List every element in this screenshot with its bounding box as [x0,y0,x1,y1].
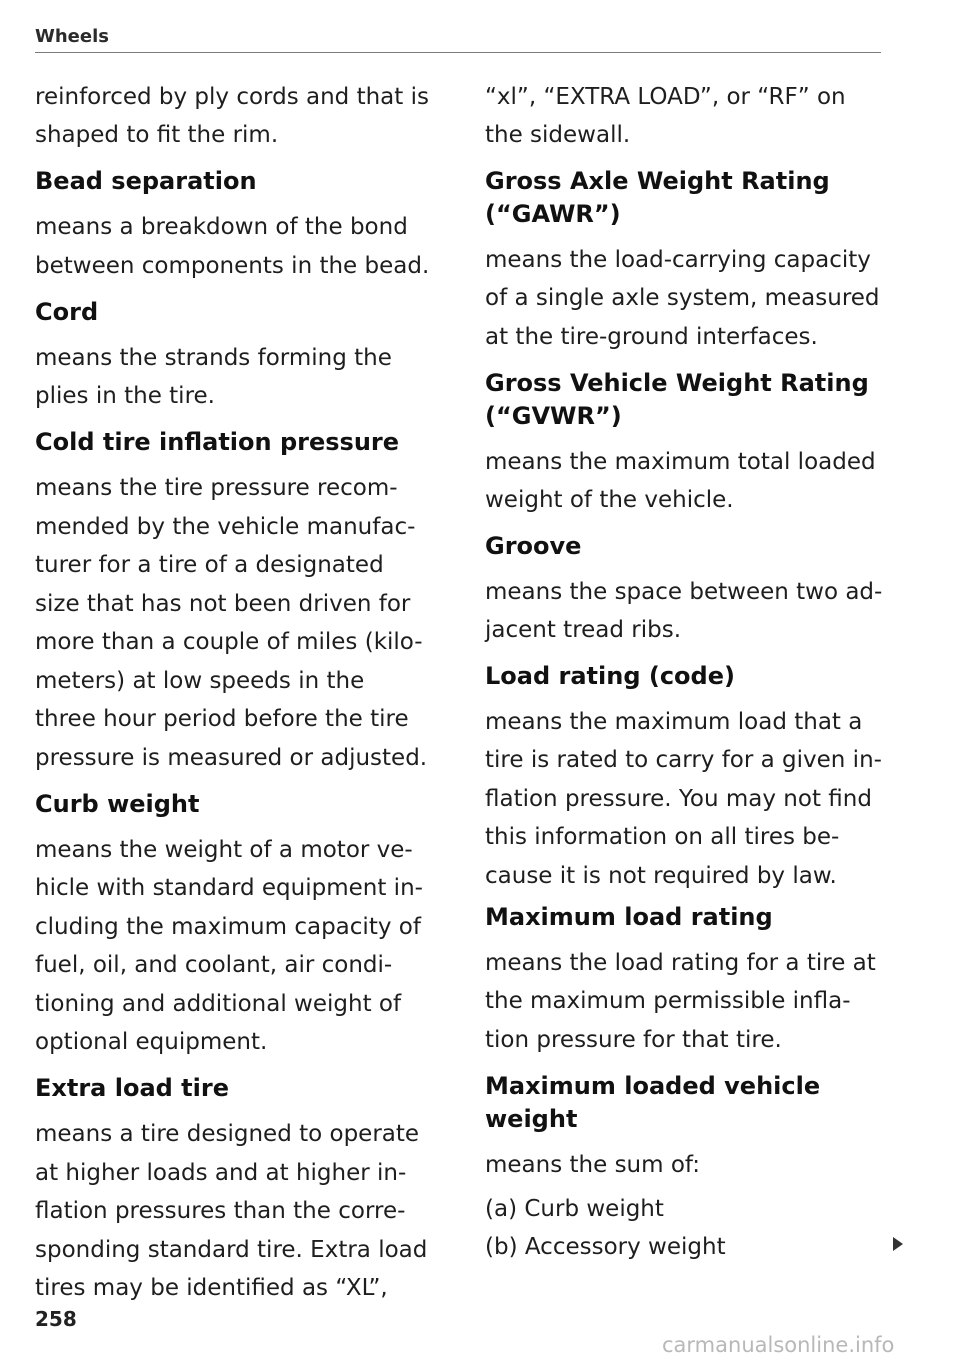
term-heading: Cold tire inflation pressure [35,428,400,456]
body-text-line: means the strands forming the [35,345,392,371]
body-text-line: turer for a tire of a designated [35,552,384,578]
body-text-line: tion pressure for that tire. [485,1027,782,1053]
term-heading: Load rating (code) [485,662,735,690]
body-text-line: three hour period before the tire [35,706,409,732]
body-text-line: means the maximum total loaded [485,449,876,475]
term-heading: (“GVWR”) [485,402,622,430]
body-text-line: weight of the vehicle. [485,487,734,513]
body-text-line: tire is rated to carry for a given in- [485,747,882,773]
body-text-line: meters) at low speeds in the [35,668,365,694]
body-text-line: means the maximum load that a [485,709,863,735]
header-rule [35,52,881,53]
term-heading: Curb weight [35,790,200,818]
body-text-line: pressure is measured or adjusted. [35,745,428,771]
body-text-line: jacent tread ribs. [485,617,682,643]
term-heading: Gross Vehicle Weight Rating [485,369,869,397]
body-text-line: between components in the bead. [35,253,430,279]
term-heading: Gross Axle Weight Rating [485,167,830,195]
body-text-line: (b) Accessory weight [485,1234,726,1260]
body-text-line: cluding the maximum capacity of [35,914,421,940]
body-text-line: means the space between two ad- [485,579,883,605]
body-text-line: plies in the tire. [35,383,215,409]
page-number: 258 [35,1307,77,1331]
body-text-line: reinforced by ply cords and that is [35,84,429,110]
body-text-line: means the load-carrying capacity [485,247,871,273]
body-text-line: at the tire-ground interfaces. [485,324,818,350]
body-text-line: the sidewall. [485,122,631,148]
body-text-line: fuel, oil, and coolant, air condi- [35,952,393,978]
term-heading: Bead separation [35,167,257,195]
body-text-line: at higher loads and at higher in- [35,1160,407,1186]
body-text-line: more than a couple of miles (kilo- [35,629,423,655]
body-text-line: flation pressures than the corre- [35,1198,406,1224]
body-text-line: this information on all tires be- [485,824,840,850]
running-header: Wheels [35,26,109,47]
body-text-line: means the load rating for a tire at [485,950,876,976]
body-text-line: the maximum permissible infla- [485,988,851,1014]
term-heading: weight [485,1105,578,1133]
body-text-line: means a breakdown of the bond [35,214,408,240]
body-text-line: hicle with standard equipment in- [35,875,423,901]
body-text-line: sponding standard tire. Extra load [35,1237,428,1263]
term-heading: Groove [485,532,582,560]
body-text-line: size that has not been driven for [35,591,411,617]
term-heading: (“GAWR”) [485,200,621,228]
body-text-line: means the sum of: [485,1152,700,1178]
body-text-line: means the weight of a motor ve- [35,837,413,863]
body-text-line: (a) Curb weight [485,1196,664,1222]
body-text-line: optional equipment. [35,1029,268,1055]
body-text-line: “xl”, “EXTRA LOAD”, or “RF” on [485,84,846,110]
continue-arrow-icon [893,1237,903,1251]
body-text-line: mended by the vehicle manufac- [35,514,416,540]
watermark: carmanualsonline.info [662,1333,895,1357]
body-text-line: means a tire designed to operate [35,1121,420,1147]
body-text-line: cause it is not required by law. [485,863,837,889]
term-heading: Maximum load rating [485,903,773,931]
body-text-line: of a single axle system, measured [485,285,880,311]
term-heading: Cord [35,298,99,326]
body-text-line: flation pressure. You may not find [485,786,872,812]
term-heading: Extra load tire [35,1074,229,1102]
term-heading: Maximum loaded vehicle [485,1072,821,1100]
body-text-line: tires may be identified as “XL”, [35,1275,388,1301]
body-text-line: tioning and additional weight of [35,991,402,1017]
body-text-line: shaped to fit the rim. [35,122,279,148]
body-text-line: means the tire pressure recom- [35,475,398,501]
